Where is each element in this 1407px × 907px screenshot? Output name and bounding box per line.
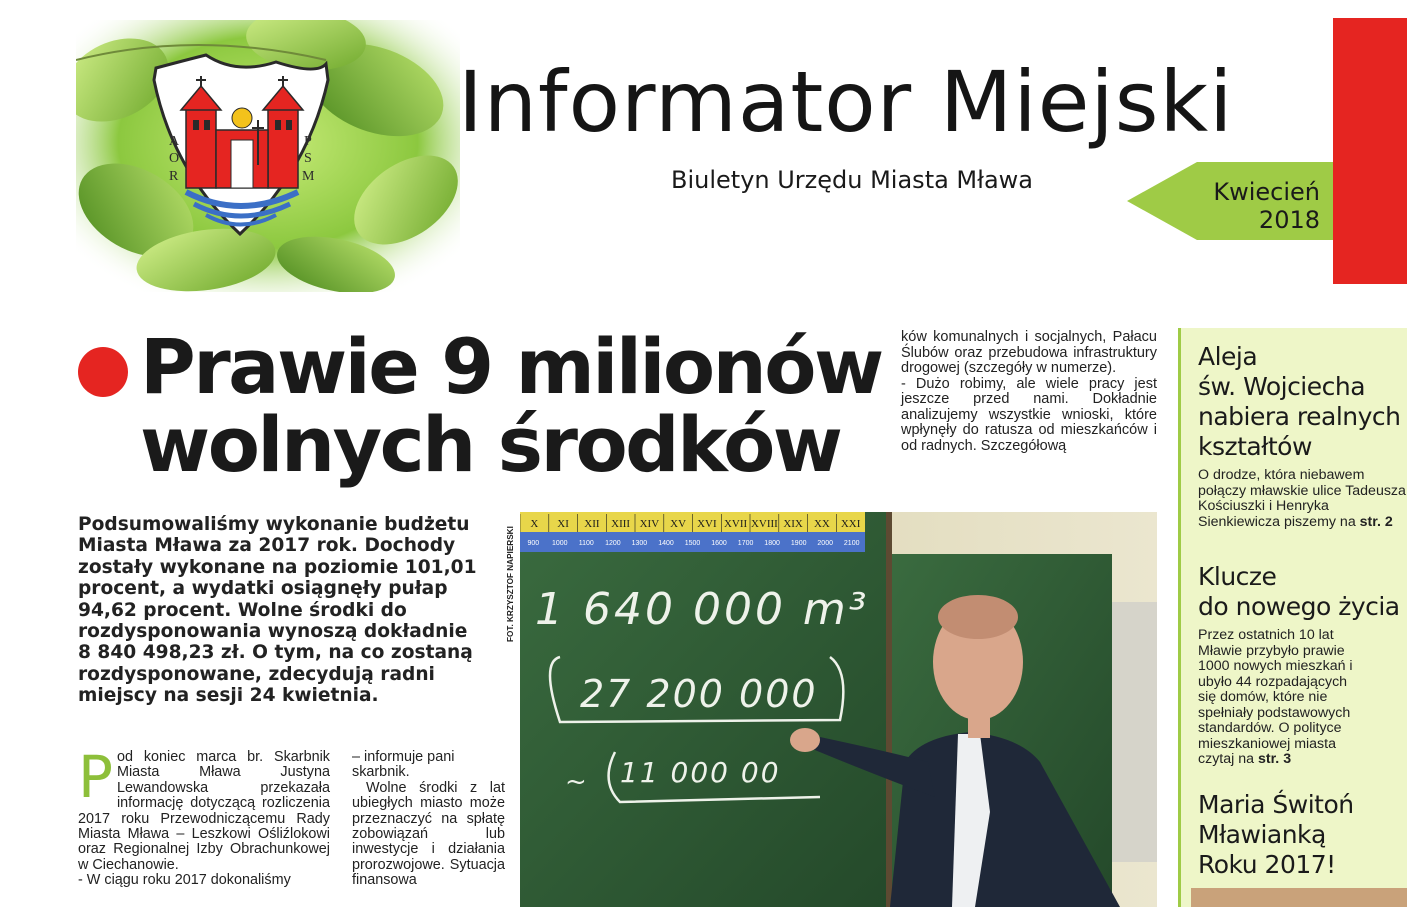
photo-credit-text: FOT. KRZYSZTOF NAPIERSKI	[506, 526, 515, 642]
timeline-century-label: XIV	[639, 518, 660, 530]
masthead-red-bar	[1333, 18, 1407, 284]
article-headline	[140, 322, 882, 489]
chalk-number-1: 1 640 000 m³	[535, 584, 870, 635]
sidebar-item-title: Maria Świtoń Mławianką Roku 2017!	[1198, 790, 1354, 879]
headline-line-1: Prawie 9 milionów	[140, 322, 882, 411]
timeline-century-label: XXI	[840, 518, 861, 530]
timeline-century-label: XIII	[611, 518, 631, 530]
timeline-century-label: XI	[557, 518, 569, 530]
headline-line-2: wolnych środków	[140, 400, 841, 489]
timeline-year-label: 1100	[578, 540, 594, 547]
timeline-century-label: XVI	[697, 518, 717, 530]
issue-year: 2018	[1258, 206, 1320, 234]
crest-letter: O	[169, 151, 180, 166]
timeline-year-label: 1000	[552, 540, 568, 547]
crest-letter: M	[302, 169, 315, 184]
chalk-number-3: 11 000 00	[620, 756, 781, 789]
publication-title: Informator Miejski	[458, 53, 1234, 151]
sidebar-item-title: Klucze do nowego życia	[1198, 562, 1400, 621]
page-reference: str. 3	[1257, 751, 1292, 767]
sidebar-item	[1198, 562, 1407, 768]
headline-bullet-dot	[78, 347, 128, 397]
article-paragraph: od koniec marca br. Skarbnik Miasta Mława Justyna Lewandowska przekazała informację dotyczącą rozliczenia 2017 roku Przewodniczącemu Rady Miasta Mława – Leszkowi Ośliźlokowi oraz Regionalnej Izby Obrachunkowej w Ciechanowie.	[78, 749, 330, 873]
crest-letter: P	[304, 134, 312, 149]
timeline-year-label: 1800	[764, 540, 780, 547]
article-lead: Podsumowaliśmy wykonanie budżetu Miasta Mława za 2017 rok. Dochody zostały wykonane na poziomie 101,01 procent, a wydatki osiągnęły pułap 94,62 procent. Wolne środki do rozdysponowania wynoszą dokładnie 8 840 498,23 zł. O tym, na co zostaną rozdysponowane, zdecydują radni miejscy na sesji 24 kwietnia.	[78, 514, 477, 707]
issue-month: Kwiecień	[1213, 178, 1320, 206]
article-photo-chalkboard	[520, 512, 1157, 907]
timeline-year-label: 1500	[684, 540, 701, 547]
sidebar-item	[1198, 790, 1407, 880]
sidebar-item-title: Aleja św. Wojciecha nabiera realnych kształtów	[1198, 342, 1401, 461]
timeline-year-label: 2000	[817, 540, 833, 547]
article-column-1	[78, 743, 330, 889]
publication-subtitle: Biuletyn Urzędu Miasta Mława	[671, 166, 1034, 194]
timeline-century-label: XV	[670, 518, 687, 530]
sidebar-item-text: O drodze, która niebawem połączy mławskie ulice Tadeusza Kościuszki i Henryka Sienkiewicza piszemy na str. 2	[1198, 467, 1406, 530]
timeline-century-label: XII	[584, 518, 600, 530]
timeline-century-label: XVIII	[750, 518, 778, 530]
timeline-year-label: 1300	[631, 540, 648, 547]
timeline-century-label: X	[530, 518, 539, 530]
timeline-year-label: 1400	[658, 540, 674, 547]
article-paragraph: Wolne środki z lat ubiegłych miasto może przeznaczyć na spłatę zobowiązań lub inwestycje i działania prorozwojowe. Sytuacja finansowa	[352, 779, 505, 889]
masthead-leaves-image	[76, 20, 460, 292]
article-paragraph: – informuje pani skarbnik.	[352, 749, 455, 781]
timeline-year-label: 2100	[843, 540, 860, 547]
timeline-year-label: 900	[527, 540, 540, 547]
page-reference: str. 2	[1359, 513, 1393, 530]
sidebar-teasers	[1178, 328, 1407, 907]
crest-letter: S	[304, 151, 312, 166]
article-column-3	[901, 330, 1157, 454]
sidebar-item-text: Przez ostatnich 10 lat Mławie przybyło prawie 1000 nowych mieszkań i ubyło 44 rozpadających się domów, które nie spełniały podstawowych standardów. O polityce mieszkaniowej miasta czytaj na str. 3	[1198, 627, 1353, 767]
timeline-century-label: XIX	[783, 518, 803, 530]
timeline-year-label: 1900	[790, 540, 807, 547]
issue-date	[1180, 178, 1320, 234]
article-paragraph: ków komunalnych i socjalnych, Pałacu Ślubów oraz przebudowa infrastruktury drogowej (szczegóły w numerze).	[901, 329, 1157, 376]
article-paragraph: - W ciągu roku 2017 dokonaliśmy	[78, 872, 291, 889]
chalk-number-2: 27 200 000	[580, 672, 818, 716]
svg-text:~: ~	[565, 767, 587, 797]
timeline-century-label: XVII	[723, 518, 748, 530]
photo-credit	[503, 516, 517, 644]
crest-letter: R	[169, 169, 179, 184]
crest-letter: A	[169, 134, 180, 149]
article-paragraph: - Dużo robimy, ale wiele pracy jest jeszcze przed nami. Dokładnie analizujemy wszystkie wnioski, które wpłynęły do ratusza od mieszkańców i od radnych. Szczegółową	[901, 375, 1157, 454]
timeline-year-label: 1700	[737, 540, 754, 547]
timeline-century-label: XX	[813, 518, 830, 530]
timeline-year-label: 1200	[605, 540, 621, 547]
sidebar-item	[1198, 342, 1407, 530]
article-column-2	[352, 750, 505, 889]
drop-cap: P	[78, 743, 113, 811]
timeline-year-label: 1600	[711, 540, 727, 547]
sidebar-photo-strip	[1191, 888, 1407, 907]
